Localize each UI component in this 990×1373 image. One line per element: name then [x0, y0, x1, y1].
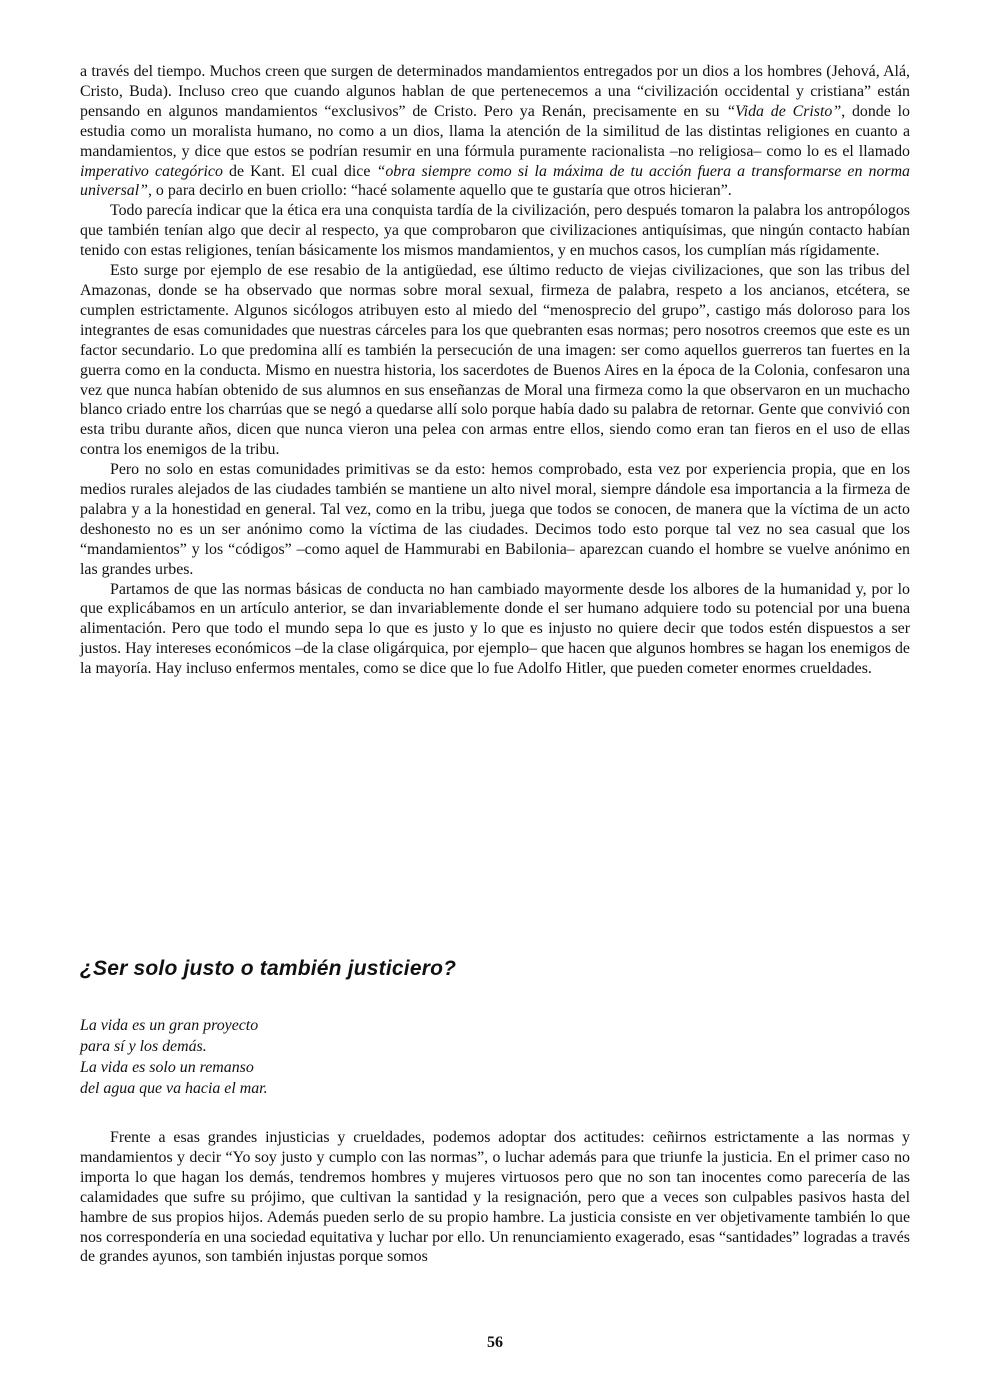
poem-line: La vida es solo un remanso — [80, 1059, 254, 1076]
paragraph-4: Pero no solo en estas comunidades primitivas se da esto: hemos comprobado, esta vez por experiencia propia, que en los medios rurales alejados de las ciudades también se mantiene un alto nivel moral, siempre dándole esa importancia a la firmeza de palabra y a la honestidad en general. Tal vez, como en la tribu, juega que todos se conocen, de manera que la víctima de un acto deshonesto no es un ser anónimo como la víctima de las ciudades. Decimos todo esto porque tal vez no sea casual que los “mandamientos” y los “códigos” –como aquel de Hammurabi en Babilonia– aparezcan cuando el hombre se vuelve anónimo en las grandes urbes. — [80, 461, 910, 578]
text-segment: , donde lo estudia como un moralista humano, no como a un dios, llama la atención de la similitud de las distintas religiones en cuanto a mandamientos, y dice que estos se podrían resumir en una fórmula puramente racionalista –no religiosa– como lo es el llamado — [80, 102, 910, 160]
paragraph-3: Esto surge por ejemplo de ese resabio de la antigüedad, ese último reducto de viejas civilizaciones, que son las tribus del Amazonas, donde se ha observado que normas sobre moral sexual, firmeza de palabra, respeto a los ancianos, etcétera, se cumplen estrictamente. Algunos sicólogos atribuyen esto al miedo del “menosprecio del grupo”, castigo más doloroso para los integrantes de esas comunidades que nuestras cárceles para los que quebranten esas normas; pero nosotros creemos que este es un factor secundario. Lo que predomina allí es también la persecución de una imagen: ser como aquellos guerreros tan fuertes en la guerra como en la conducta. Mismo en nuestra historia, los sacerdotes de Buenos Aires en la época de la Colonia, confesaron una vez que nunca habían obtenido de sus alumnos en sus enseñanzas de Moral una firmeza como la que observaron en un muchacho blanco criado entre los charrúas que se negó a quedarse allí solo porque había dado su palabra de retornar. Gente que convivió con esta tribu durante años, dicen que nunca vieron una pelea con armas entre ellos, siendo como eran tan fieros en el uso de ellas contra los enemigos de la tribu. — [80, 262, 910, 459]
poem-line: para sí y los demás. — [80, 1038, 207, 1055]
poem — [80, 1015, 268, 1099]
kant-term: imperativo categórico — [80, 162, 223, 180]
body-text — [80, 62, 910, 679]
book-title: “Vida de Cristo” — [726, 102, 842, 120]
kant-quote: “obra siempre como si la máxima de tu acción fuera a transformarse en norma universal” — [80, 162, 910, 200]
page-number: 56 — [487, 1334, 503, 1351]
poem-line: del agua que va hacia el mar. — [80, 1080, 268, 1097]
closing-paragraph: Frente a esas grandes injusticias y crueldades, podemos adoptar dos actitudes: ceñirnos estrictamente a las normas y mandamientos y decir “Yo soy justo y cumplo con las normas”, o luchar además para que triunfe la justicia. En el primer caso no importa lo que hagan los demás, tendremos hombres y mujeres virtuosos pero que no son tan inocentes como parecería de las calamidades que sufre su prójimo, que cultivan la santidad y la resignación, pero que a veces son culpables pasivos hasta del hambre de sus propios hijos. Además pueden serlo de su propio hambre. La justicia consiste en ver objetivamente también lo que nos correspondería en una sociedad equitativa y luchar por ello. Un renunciamiento exagerado, esas “santidades” logradas a través de grandes ayunos, son también injustas porque somos — [80, 1129, 910, 1266]
text-segment: de Kant. El cual dice — [222, 162, 377, 180]
text-segment: a través del tiempo. Muchos creen que surgen de determinados mandamientos entregados por un dios a los hombres (Jehová, Alá, Cristo, Buda). Incluso creo que cuando algunos hablan de que pertenecemos a una “civilización occidental y cristiana” están pensando en algunos mandamientos “exclusivos” de Cristo. Pero ya Renán, precisamente en su — [80, 63, 910, 120]
closing-section — [80, 1128, 910, 1267]
paragraph-2: Todo parecía indicar que la ética era una conquista tardía de la civilización, pero después tomaron la palabra los antropólogos que también tenían algo que decir al respecto, ya que comprobaron que civilizaciones antiquísimas, que ningún contacto habían tenido con estas religiones, tenían básicamente los mismos mandamientos, y en muchos casos, los cumplían más rígidamente. — [80, 202, 910, 260]
paragraph-5: Partamos de que las normas básicas de conducta no han cambiado mayormente desde los albores de la humanidad y, por lo que explicábamos en un artículo anterior, se dan invariablemente donde el ser humano adquiere todo su potencial por una buena alimentación. Pero que todo el mundo sepa lo que es justo y lo que es injusto no quiere decir que todos estén dispuestos a ser justos. Hay intereses económicos –de la clase oligárquica, por ejemplo– que hacen que algunos hombres se hagan los enemigos de la mayoría. Hay incluso enfermos mentales, como se dice que lo fue Adolfo Hitler, que pueden cometer enormes crueldades. — [80, 580, 910, 678]
text-segment: , o para decirlo en buen criollo: “hacé solamente aquello que te gustaría que otros hicieran”. — [147, 182, 732, 200]
paragraph-1 — [80, 62, 910, 201]
poem-line: La vida es un gran proyecto — [80, 1017, 259, 1034]
section-heading: ¿Ser solo justo o también justiciero? — [80, 957, 457, 980]
